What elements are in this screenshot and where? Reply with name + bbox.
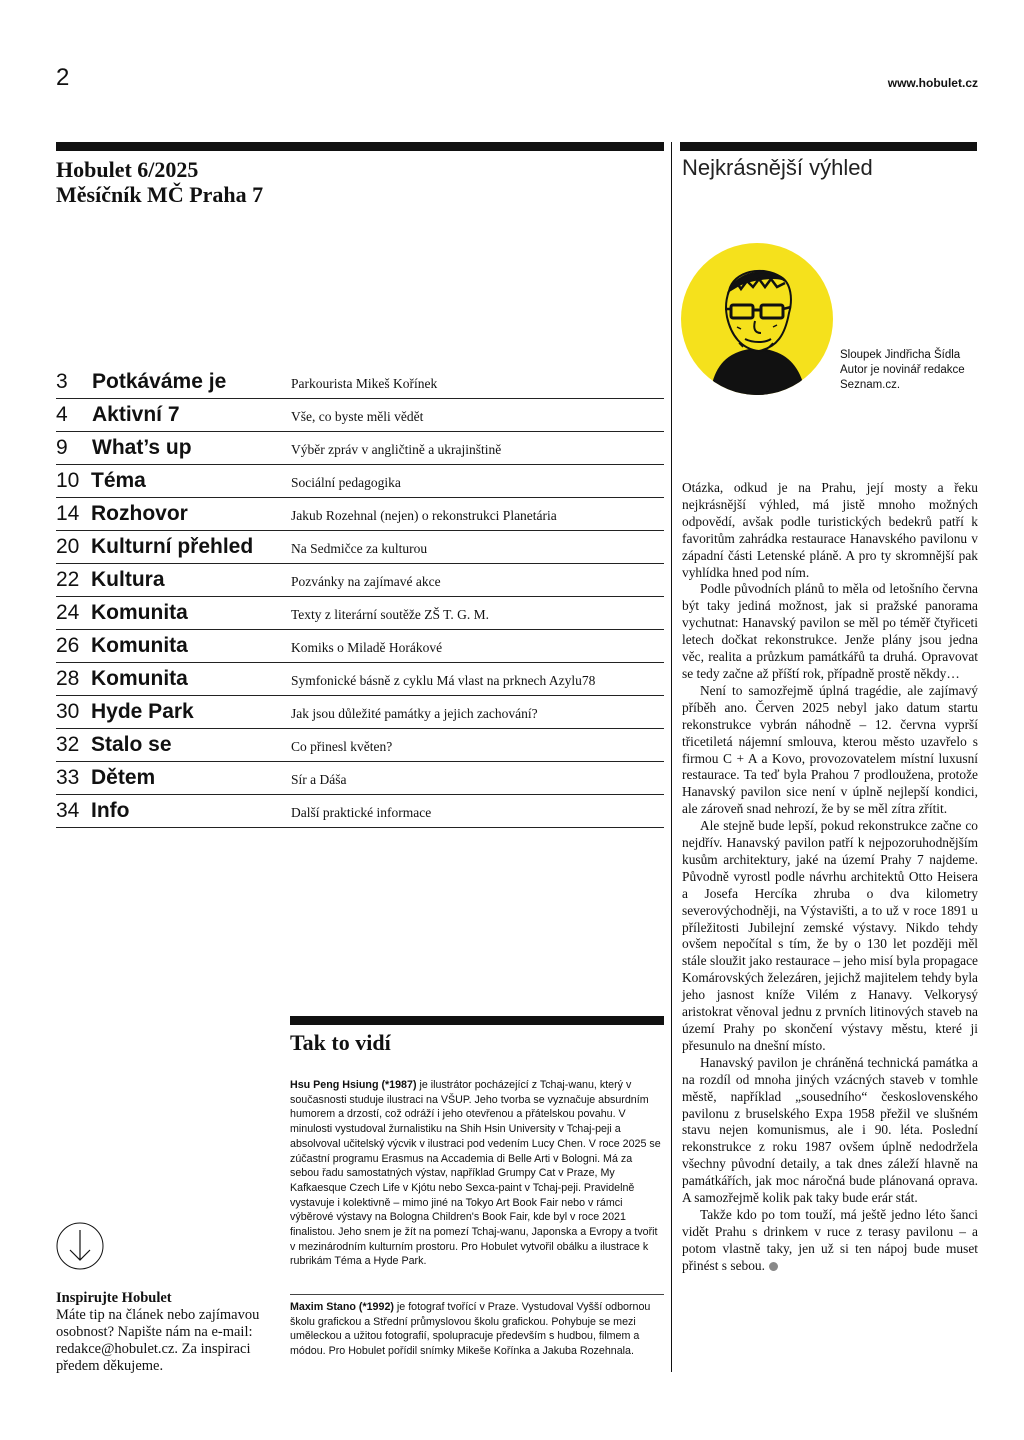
- caption-line: Seznam.cz.: [840, 379, 901, 391]
- page-number: 2: [56, 64, 70, 91]
- bio-name: Hsu Peng Hsiung (*1987): [290, 1079, 417, 1091]
- bio-name: Maxim Stano (*1992): [290, 1301, 394, 1313]
- masthead-subtitle: Měsíčník MČ Praha 7: [56, 182, 264, 207]
- bio-text: je ilustrátor pocházející z Tchaj-wanu, který v současnosti studuje ilustraci na VŠUP. Jeho tvorba se vyznačuje absurdním humorem a drzostí, což odráží i jeho otevřenou a přátelskou povahu. V minulosti vystudoval žurnalistiku na Shih Hsin University v Tchaj-peji a absolvoval učitelský výcvik v ilustraci pod vedením Lucy Chen. V roce 2025 se zúčastní programu Erasmus na Accademia di Belle Arti v Bologni. Má za sebou řadu samostatných výstav, například Grumpy Cat v Praze, My Kafkaesque Czech Life v Kjótu nebo Sexca-paint v Tchaj-peji. Pravidelně vystavuje i kolektivně – mimo jiné na Tokyo Art Book Fair nebo v rámci výběrové výstavy na Bologna Children's Book Fair, kde byl v roce 2021 finalistou. Jeho snem je žít na pomezí Tchaj-wanu, Japonska a Evropy a tvořit v mezinárodním kulturním prostoru. Pro Hobulet vytvořil obálku a ilustrace k rubrikám Téma a Hyde Park.: [290, 1079, 661, 1268]
- toc-description: Texty z literární soutěže ZŠ T. G. M.: [291, 607, 490, 622]
- inspire-text: Máte tip na článek nebo zajímavou osobnost? Napište nám na e-mail: redakce@hobulet.cz. Za inspiraci předem děkujeme.: [56, 1307, 260, 1374]
- toc-section: Hyde Park: [91, 700, 194, 723]
- toc-description: Sociální pedagogika: [291, 475, 401, 490]
- toc-page-number: 10: [56, 469, 80, 492]
- toc-description: Co přinesl květen?: [291, 739, 393, 754]
- article-paragraph: Není to samozřejmě úplná tragédie, ale zajímavý příběh ano. Červen 2025 nebyl jako datum startu rekonstrukce vybrán náhodně – 12. června vyprší třicetiletá nájemní smlouva, kterou město uzavřelo s firmou C + A a Kovo, provozovatelem místní luxusní restaurace. Ta teď byla Prahou 7 prodloužena, protože Hanavský pavilon sice není v úplně nejlepší kondici, ale zároveň snad nehrozí, že by se měl zítra zřítit.: [682, 682, 978, 817]
- portrait-caption: [840, 348, 980, 393]
- article-paragraph: Ale stejně bude lepší, pokud rekonstrukce začne co nejdřív. Hanavský pavilon patří k nejpozoruhodnějším kusům architektury, jaké na území Prahy 7 najdeme. Původně vyrostl podle návrhu architektů Otto Heisera a Josefa Hercíka zhruba o dva kilometry severovýchodněji, na Výstavišti, a to už v roce 1891 u příležitosti Jubilejní zemské výstavy. Nikdo tehdy ovšem nepočítal s tím, že by o 130 let později měl stále sloužit jako restaurace – jeho misí byla propagace Komárovských železáren, jejichž majitelem tehdy byla jeho jasnost kníže Vilém z Hanavy. Velkorysý aristokrat věnoval jednu z prvních litinových staveb na území Prahy po skončení výstavy městu, které ji přesunulo na dnešní místo.: [682, 818, 978, 1053]
- caption-line: Sloupek Jindřicha Šídla: [840, 349, 961, 361]
- masthead-issue: Hobulet 6/2025: [56, 157, 199, 182]
- toc-row[interactable]: [56, 531, 664, 564]
- website-url[interactable]: www.hobulet.cz: [887, 76, 978, 90]
- toc-section: Kultura: [91, 568, 165, 591]
- bio-illustrator: [290, 1078, 664, 1269]
- toc-row[interactable]: [56, 432, 664, 465]
- article-paragraph: Hanavský pavilon je chráněná technická památka a na rozdíl od mnoha jiných vzácných staveb v tomhle městě, například „sousedního“ československého pavilonu z bruselského Expa 1958 přežil ve slušném stavu nejen komunismus, ale i 90. léta. Poslední rekonstrukce z roku 1987 ovšem úplně nedodržela všechny původní detaily, a tak dnes záleží hlavně na památkářích, jak moc náročná bude plánovaná oprava. A samozřejmě kolik pak taky bude erár stát.: [682, 1054, 978, 1206]
- bio-separator: [290, 1294, 664, 1295]
- top-rule-right: [680, 142, 977, 151]
- toc-section: Potkáváme je: [92, 370, 227, 393]
- article-paragraph: Otázka, odkud je na Prahu, její mosty a řeku nejkrásnější výhled, má jistě mnoho možných odpovědí, avšak podle turistických bedekrů patří k favoritům zahrádka restaurace Hanavského pavilonu v západní části Letenské pláně. A pro ty skromnější pak vyhlídka hned pod ním.: [682, 480, 978, 580]
- toc-section: Aktivní 7: [92, 403, 180, 426]
- article-paragraph: [682, 1207, 978, 1275]
- toc-section: Téma: [91, 469, 146, 492]
- article-paragraph: Podle původních plánů to měla od letošního června být taky jediná možnost, jak si pražské panorama vychutnat: Hanavský pavilon se měl po téměř čtyřiceti letech dočkat rekonstrukce. Jenže plány jsou jedna věc, realita a průzkum památkářů ta druhá. Opravovat se tedy začne až příští rok, případně prostě někdy…: [682, 581, 978, 681]
- toc-section: Info: [91, 799, 130, 822]
- toc-page-number: 4: [56, 403, 68, 426]
- toc-description: Symfonické básně z cyklu Má vlast na prknech Azylu78: [291, 673, 596, 688]
- toc-section: Dětem: [91, 766, 156, 789]
- masthead: [56, 157, 263, 207]
- toc-row[interactable]: [56, 564, 664, 597]
- toc-row[interactable]: [56, 795, 664, 828]
- toc-page-number: 32: [56, 733, 80, 756]
- column-article: [682, 480, 978, 1275]
- toc-page-number: 9: [56, 436, 68, 459]
- toc-page-number: 3: [56, 370, 68, 393]
- inspire-box: [56, 1290, 276, 1375]
- end-mark-icon: [769, 1262, 778, 1271]
- toc-row[interactable]: [56, 366, 664, 399]
- toc-description: Parkourista Mikeš Kořínek: [291, 376, 438, 391]
- table-of-contents: [56, 366, 664, 828]
- toc-row[interactable]: [56, 696, 664, 729]
- toc-section: Kulturní přehled: [91, 535, 254, 558]
- toc-description: Na Sedmičce za kulturou: [291, 541, 428, 556]
- toc-row[interactable]: [56, 762, 664, 795]
- toc-section: What’s up: [92, 436, 192, 459]
- toc-description: Výběr zpráv v angličtině a ukrajinštině: [291, 442, 502, 457]
- bio-text: je fotograf tvořící v Praze. Vystudoval Vyšší odbornou školu grafickou a Střední průmyslovou školu grafickou. Pohybuje se mezi uměleckou a užitou fotografií, spolupracuje především s hudbou, filmem a módou. Pro Hobulet pořídil snímky Mikeše Kořínka a Jakuba Rozehnala.: [290, 1301, 651, 1358]
- arrow-down-icon: [56, 1222, 104, 1270]
- toc-description: Jakub Rozehnal (nejen) o rekonstrukci Planetária: [291, 508, 557, 523]
- toc-section: Stalo se: [91, 733, 172, 756]
- toc-row[interactable]: [56, 663, 664, 696]
- toc-description: Komiks o Miladě Horákové: [291, 640, 443, 655]
- toc-section: Komunita: [91, 667, 188, 690]
- toc-page-number: 24: [56, 601, 80, 624]
- toc-page-number: 30: [56, 700, 80, 723]
- takto-rule: [290, 1016, 664, 1025]
- column-divider: [671, 142, 672, 1372]
- article-last-text: Takže kdo po tom touží, má ještě jedno léto šanci vidět Prahu s drinkem v ruce z terasy pavilonu – a potom vlastně taky, jen už si ten nápoj bude muset přinést s sebou.: [682, 1206, 978, 1273]
- toc-row[interactable]: [56, 630, 664, 663]
- toc-page-number: 14: [56, 502, 80, 525]
- takto-title: Tak to vidí: [290, 1030, 391, 1055]
- toc-page-number: 22: [56, 568, 80, 591]
- toc-section: Komunita: [91, 634, 188, 657]
- toc-description: Pozvánky na zajímavé akce: [291, 574, 441, 589]
- bio-photographer: [290, 1300, 664, 1359]
- toc-page-number: 33: [56, 766, 80, 789]
- toc-row[interactable]: [56, 597, 664, 630]
- toc-description: Další praktické informace: [291, 805, 432, 820]
- column-title: Nejkrásnější výhled: [682, 155, 873, 180]
- toc-row[interactable]: [56, 465, 664, 498]
- toc-row[interactable]: [56, 498, 664, 531]
- toc-section: Rozhovor: [91, 502, 188, 525]
- toc-row[interactable]: [56, 399, 664, 432]
- top-rule-left: [56, 142, 664, 151]
- caption-line: Autor je novinář redakce: [840, 364, 965, 376]
- toc-page-number: 34: [56, 799, 80, 822]
- toc-page-number: 28: [56, 667, 80, 690]
- toc-page-number: 20: [56, 535, 80, 558]
- toc-description: Jak jsou důležité památky a jejich zachování?: [291, 706, 538, 721]
- toc-row[interactable]: [56, 729, 664, 762]
- toc-section: Komunita: [91, 601, 188, 624]
- toc-description: Vše, co byste měli vědět: [291, 409, 424, 424]
- author-portrait: [681, 243, 833, 395]
- inspire-title: Inspirujte Hobulet: [56, 1290, 172, 1306]
- toc-description: Sír a Dáša: [291, 772, 347, 787]
- toc-page-number: 26: [56, 634, 80, 657]
